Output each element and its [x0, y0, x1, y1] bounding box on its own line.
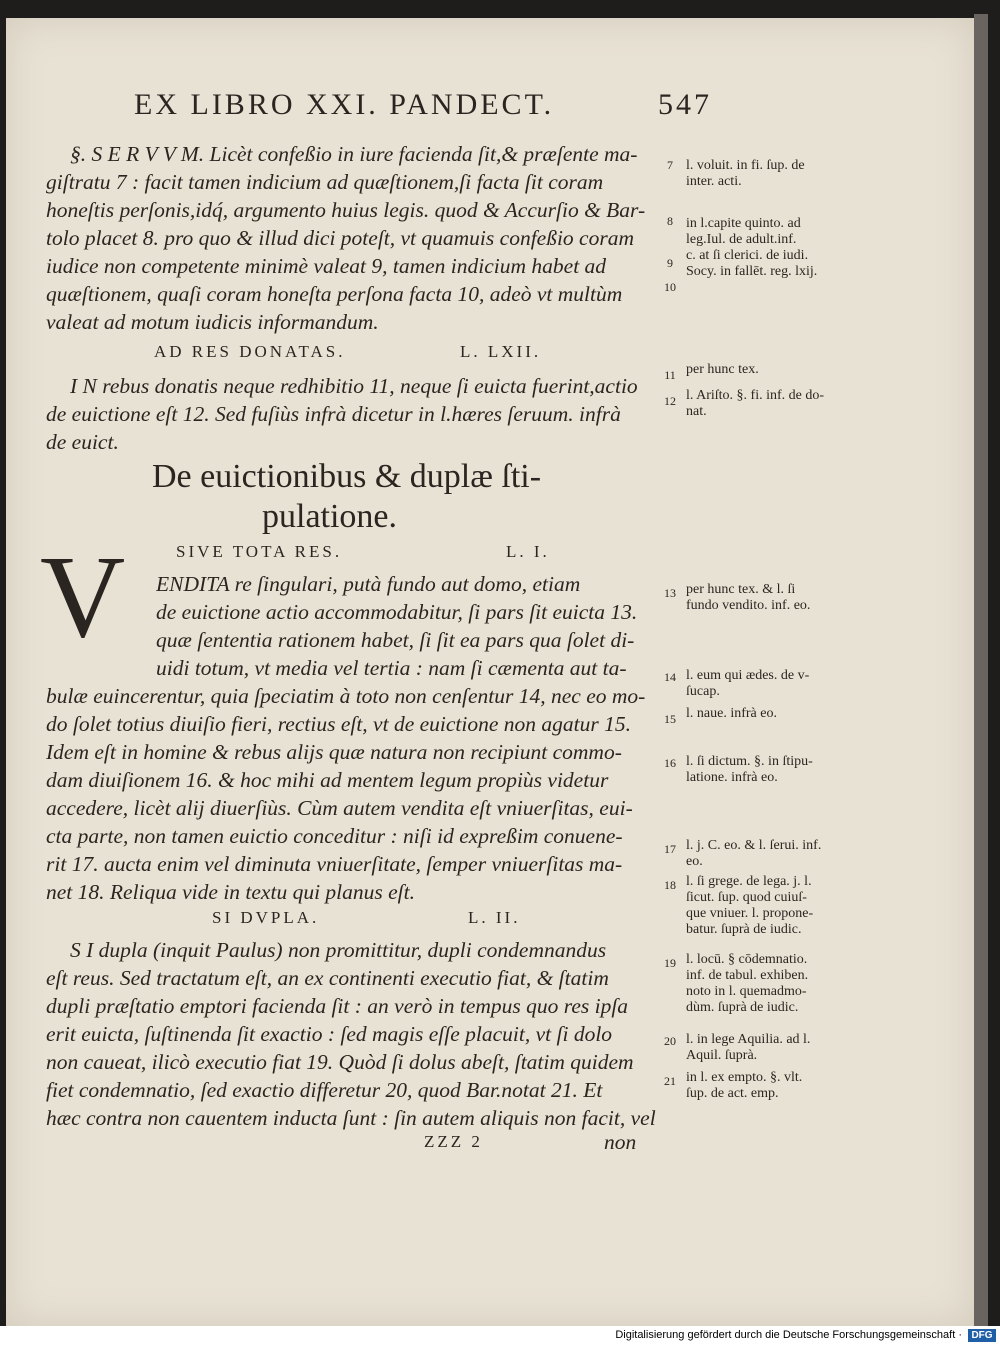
margin-note: l. naue. infrà eo. [686, 706, 777, 721]
text-line: ENDITA re ſingulari, putà fundo aut domo, etiam [156, 572, 581, 596]
text-line: de euictione actio accommodabitur, ſi pars ſit euicta 13. [156, 600, 638, 624]
text-line: net 18. Reliqua vide in textu qui planus eſt. [46, 880, 416, 904]
text-line: tolo placet 8. pro quo & illud dici poteſt, vt quamuis confeßio coram [46, 226, 634, 250]
margin-note: l. locū. § cōdemnatio. inf. de tabul. exhiben. noto in l. quemadmo- dùm. ſuprà de iudic. [686, 952, 809, 1015]
text-line: de euict. [46, 430, 119, 454]
signature-mark: ZZZ 2 [424, 1132, 483, 1151]
book-page [6, 18, 974, 1326]
text-line: accedere, licèt alij diuerſiùs. Cùm autem vendita eſt vniuerſitas, eui- [46, 796, 633, 820]
margin-mark: 13 [664, 586, 676, 600]
text-line: §. S E R V V M. Licèt confeßio in iure facienda ſit,& præſente ma- [70, 142, 638, 166]
margin-mark: 14 [664, 670, 676, 684]
dfg-logo: DFG [968, 1329, 996, 1342]
margin-mark: 18 [664, 878, 676, 892]
text-line: hæc contra non cauentem inducta ſunt : ſin autem aliquis non facit, vel [46, 1106, 656, 1130]
book-edge [974, 14, 988, 1326]
margin-note: l. eum qui ædes. de v- ſucap. [686, 668, 810, 699]
text-line: dupli præſtatio emptori facienda ſit : an verò in tempus quo res ipſa [46, 994, 629, 1018]
section-heading-law: L. LXII. [460, 342, 542, 361]
text-line: quæſtionem, quaſi coram honeſta perſona facta 10, adeò vt multùm [46, 282, 623, 306]
margin-note: l. ſi dictum. §. in ſtipu- latione. infrà eo. [686, 754, 813, 785]
text-line: non caueat, ilicò executio fiat 19. Quòd ſi dolus abeſt, ſtatim quidem [46, 1050, 634, 1074]
chapter-title: De euictionibus & duplæ ſti- [152, 458, 542, 495]
margin-mark: 21 [664, 1074, 676, 1088]
margin-mark: 12 [664, 394, 676, 408]
margin-note: l. j. C. eo. & l. ſerui. inf. eo. [686, 838, 822, 869]
margin-mark: 9 [667, 256, 673, 270]
text-line: do ſolet totius diuiſio fieri, rectius eſt, vt de euictione non agatur 15. [46, 712, 632, 736]
margin-note: in l. ex empto. §. vlt. ſup. de act. emp. [686, 1070, 803, 1101]
margin-note: l. voluit. in fi. ſup. de inter. acti. [686, 158, 805, 189]
margin-note: l. in lege Aquilia. ad l. Aquil. ſuprà. [686, 1032, 811, 1063]
running-title: EX LIBRO XXI. PANDECT. [134, 88, 555, 121]
margin-mark: 17 [664, 842, 676, 856]
margin-mark: 10 [664, 280, 676, 294]
text-line: dam diuiſionem 16. & hoc mihi ad mentem legum propiùs videtur [46, 768, 609, 792]
section-heading-law: L. II. [468, 908, 521, 927]
text-line: rit 17. aucta enim vel diminuta vniuerſitate, ſemper vniuerſitas ma- [46, 852, 623, 876]
margin-mark: 15 [664, 712, 676, 726]
text-line: uidi totum, vt media vel tertia : nam ſi cæmenta aut ta- [156, 656, 627, 680]
section-heading: SIVE TOTA RES. [176, 542, 343, 561]
text-line: de euictione eſt 12. Sed fuſiùs infrà dicetur in l.hæres ſeruum. infrà [46, 402, 621, 426]
drop-cap: V [40, 531, 126, 662]
text-line: S I dupla (inquit Paulus) non promittitur, dupli condemnandus [70, 938, 607, 962]
text-line: iudice non competente minimè valeat 9, tamen indicium habet ad [46, 254, 607, 278]
margin-mark: 11 [664, 368, 676, 382]
text-line: bulæ euincerentur, quia ſpeciatim à toto non cenſentur 14, nec eo mo- [46, 684, 646, 708]
margin-mark: 16 [664, 756, 676, 770]
margin-note: per hunc tex. & l. ſi fundo vendito. inf. eo. [686, 582, 811, 613]
text-line: quæ ſententia rationem habet, ſi ſit ea pars qua ſolet di- [156, 628, 635, 652]
margin-note: l. Ariſto. §. fi. inf. de do- nat. [686, 388, 825, 419]
text-line: eſt reus. Sed tractatum eſt, an ex continenti executio fiat, & ſtatim [46, 966, 609, 990]
text-line: honeſtis perſonis,idq́, argumento huius legis. quod & Accurſio & Bar- [46, 198, 646, 222]
footer-bar [0, 1326, 1000, 1347]
margin-mark: 8 [667, 214, 673, 228]
text-line: cta parte, non tamen euictio conceditur : niſi id expreßim conuene- [46, 824, 623, 848]
section-heading: SI DVPLA. [212, 908, 320, 927]
funding-credit: Digitalisierung gefördert durch die Deutsche Forschungsgemeinschaft · [615, 1329, 962, 1341]
catchword: non [604, 1130, 637, 1154]
margin-mark: 19 [664, 956, 676, 970]
margin-mark: 20 [664, 1034, 676, 1048]
chapter-title: pulatione. [262, 498, 398, 535]
margin-note: per hunc tex. [686, 362, 759, 377]
margin-note: in l.capite quinto. ad leg.Iul. de adult.inf. c. at ſi clerici. de iudi. Socy. in fallēt. reg. lxij. [686, 216, 818, 279]
page-number: 547 [658, 88, 712, 121]
section-heading: AD RES DONATAS. [154, 342, 346, 361]
text-line: Idem eſt in homine & rebus alijs quæ natura non recipiunt commo- [46, 740, 622, 764]
text-line: fiet condemnatio, ſed exactio differetur 20, quod Bar.notat 21. Et [46, 1078, 603, 1102]
text-line: I N rebus donatis neque redhibitio 11, neque ſi euicta fuerint,actio [70, 374, 638, 398]
text-line: giſtratu 7 : facit tamen indicium ad quæſtionem,ſi facta ſit coram [46, 170, 604, 194]
margin-mark: 7 [667, 158, 673, 172]
section-heading-law: L. I. [506, 542, 550, 561]
text-line: valeat ad motum iudicis informandum. [46, 310, 379, 334]
text-line: erit euicta, ſuſtinenda ſit exactio : ſed magis eſſe placuit, vt ſi dolo [46, 1022, 613, 1046]
margin-note: l. ſi grege. de lega. j. l. ſicut. ſup. quod cuiuſ- que vniuer. l. propone- batur. ſuprà de iudic. [686, 874, 814, 937]
